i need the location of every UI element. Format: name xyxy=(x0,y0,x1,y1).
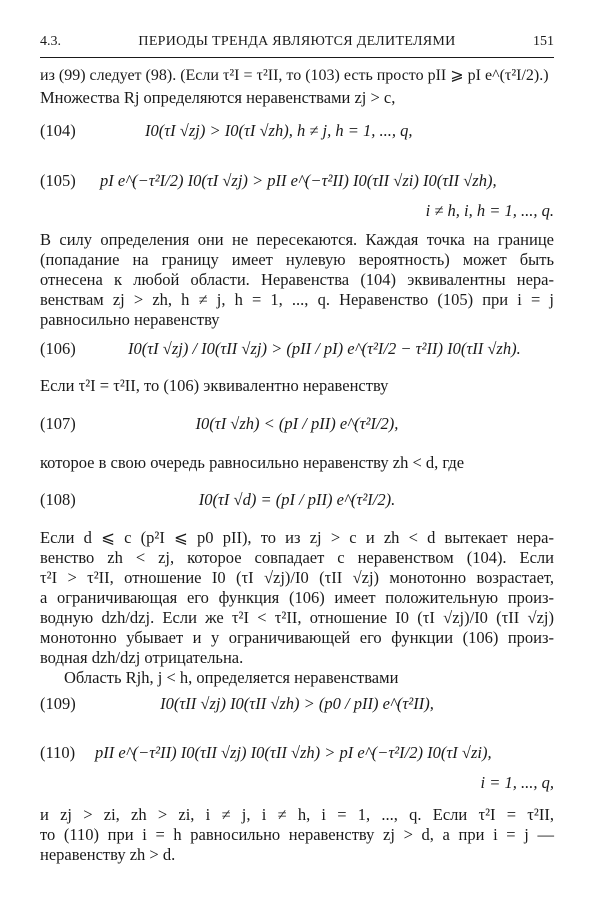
text-line: и zj > zi, zh > zi, i ≠ j, i ≠ h, i = 1, ..., q. Если τ²I = τ²II, xyxy=(40,805,554,824)
equation-formula: I0(τII √zj) I0(τII √zh) > (p0 / pII) e^(τ²II), xyxy=(160,694,434,713)
text-line: водную dzh/dzj. Если же τ²I < τ²II, отношение I0 (τI √zj)/I0 (τII √zj) xyxy=(40,608,554,627)
equation-formula: pI e^(−τ²I/2) I0(τI √zj) > pII e^(−τ²II) I0(τII √zi) I0(τII √zh), xyxy=(100,171,497,190)
equation-formula: I0(τI √zj) / I0(τII √zj) > (pII / pI) e^(τ²I/2 − τ²II) I0(τII √zh). xyxy=(128,339,521,358)
section-number: 4.3. xyxy=(40,34,61,49)
equation-number: (108) xyxy=(40,490,76,509)
text-line: (попадание на границу имеет нулевую вероятность) может быть xyxy=(40,250,554,269)
equation-number: (104) xyxy=(40,121,76,140)
equation-number: (110) xyxy=(40,743,76,762)
text-line: Если d ⩽ c (p²I ⩽ p0 pII), то из zj > c и zh < d вытекает нера- xyxy=(40,528,554,547)
equation-number: (107) xyxy=(40,414,76,433)
text-line: которое в свою очередь равносильно неравенству zh < d, где xyxy=(40,453,465,472)
text-line: отнесена к любой области. Неравенства (104) эквивалентны нера- xyxy=(40,270,554,289)
equation-formula: I0(τI √zj) > I0(τI √zh), h ≠ j, h = 1, ..., q, xyxy=(145,121,413,140)
text-line: монотонно убывает и у ограничивающей его функции (106) произ- xyxy=(40,628,554,647)
text-line: τ²I > τ²II, отношение I0 (τI √zj)/I0 (τII √zj) монотонно возрастает, xyxy=(40,568,554,587)
equation-number: (105) xyxy=(40,171,76,190)
equation-condition: i ≠ h, i, h = 1, ..., q. xyxy=(425,201,554,220)
equation-number: (106) xyxy=(40,339,76,358)
running-title: ПЕРИОДЫ ТРЕНДА ЯВЛЯЮТСЯ ДЕЛИТЕЛЯМИ xyxy=(138,34,456,49)
equation-condition: i = 1, ..., q, xyxy=(480,773,554,792)
text-line: а ограничивающая его функция (106) имеет положительную произ- xyxy=(40,588,554,607)
text-line: то (110) при i = h равносильно неравенству zj > d, а при i = j — xyxy=(40,825,554,844)
text-line: неравенству zh > d. xyxy=(40,845,176,864)
equation-formula: I0(τI √zh) < (pI / pII) e^(τ²I/2), xyxy=(195,414,399,433)
text-line: Если τ²I = τ²II, то (106) эквивалентно неравенству xyxy=(40,376,389,395)
equation-formula: I0(τI √d) = (pI / pII) e^(τ²I/2). xyxy=(198,490,396,509)
text-line: из (99) следует (98). (Если τ²I = τ²II, то (103) есть просто pII ⩾ pI e^(τ²I/2).) xyxy=(40,67,549,84)
page-number: 151 xyxy=(533,34,554,49)
text-line: венствам zj > zh, h ≠ j, h = 1, ..., q. Неравенство (105) при i = j xyxy=(40,290,554,309)
equation-number: (109) xyxy=(40,694,76,713)
text-line: водная dzh/dzj отрицательна. xyxy=(40,648,244,667)
text-line: Область Rjh, j < h, определяется неравенствами xyxy=(64,668,399,687)
header-rule xyxy=(40,57,554,58)
equation-formula: pII e^(−τ²II) I0(τII √zj) I0(τII √zh) > pI e^(−τ²I/2) I0(τI √zi), xyxy=(95,743,492,762)
text-line: венство zh < zj, которое совпадает с неравенством (104). Если xyxy=(40,548,554,567)
text-line: равносильно неравенству xyxy=(40,310,220,329)
running-header xyxy=(40,34,554,54)
text-line: В силу определения они не пересекаются. Каждая точка на границе xyxy=(40,230,554,249)
text-line: Множества Rj определяются неравенствами zj > c, xyxy=(40,88,396,107)
